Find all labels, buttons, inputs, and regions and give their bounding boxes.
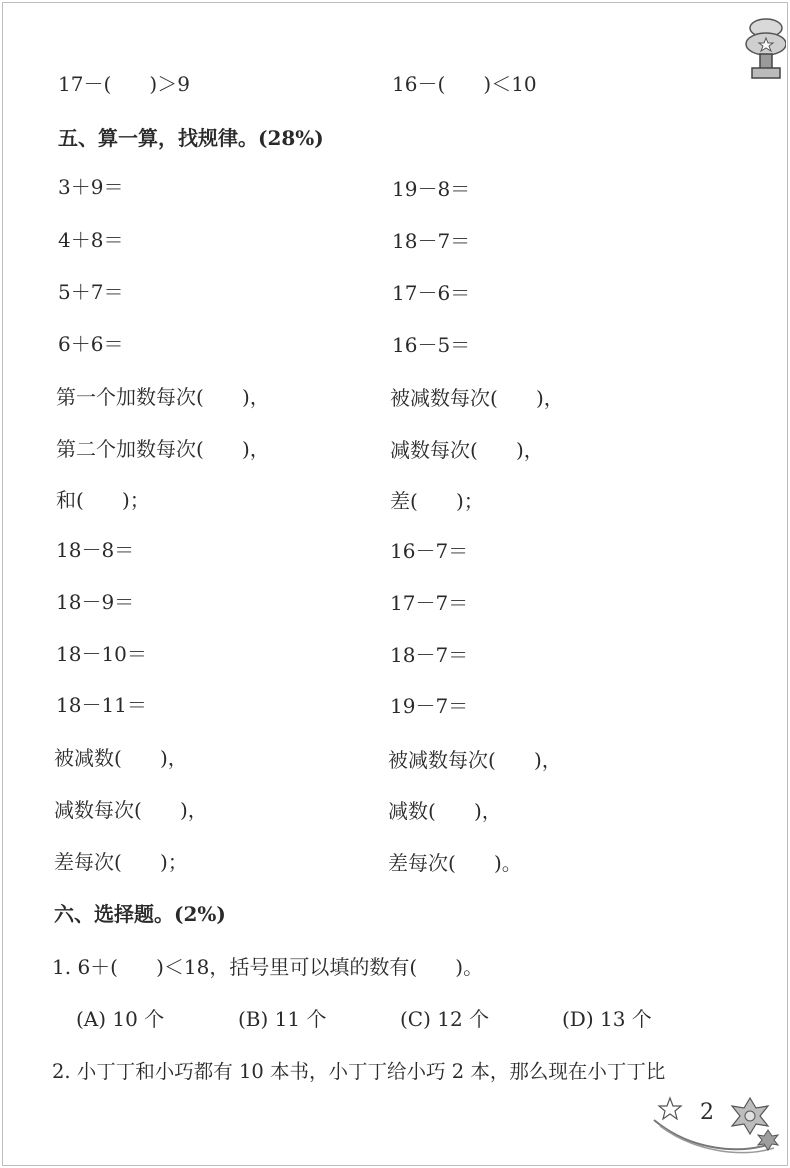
question-1: 1. 6＋( )＜18，括号里可以填的数有( )。 <box>52 955 484 979</box>
pattern-note: 减数每次( )， <box>54 798 208 822</box>
expression: 16－7＝ <box>390 539 469 563</box>
expression: 6＋6＝ <box>58 332 124 356</box>
option-b: (B) 11 个 <box>238 1007 327 1031</box>
expression: 17－7＝ <box>390 591 469 615</box>
section-five-title: 五、算一算，找规律。(28%) <box>58 126 324 150</box>
pattern-note: 被减数每次( )， <box>388 748 562 772</box>
expression: 5＋7＝ <box>58 280 124 304</box>
expression: 18－9＝ <box>56 590 135 614</box>
pattern-note: 减数每次( )， <box>390 438 544 462</box>
expression: 16－5＝ <box>392 333 471 357</box>
expression: 18－11＝ <box>56 693 147 717</box>
pattern-note: 第一个加数每次( )， <box>56 385 270 409</box>
section-six-title: 六、选择题。(2%) <box>54 902 226 926</box>
pattern-note: 减数( )， <box>388 799 502 823</box>
potted-tree-icon <box>742 8 786 80</box>
page-number: 2 <box>700 1100 714 1125</box>
expression: 3＋9＝ <box>58 175 124 199</box>
expression: 17－6＝ <box>392 281 471 305</box>
expression: 19－8＝ <box>392 177 471 201</box>
option-d: (D) 13 个 <box>562 1007 652 1031</box>
pattern-note: 差每次( )； <box>54 850 188 874</box>
star-holly-icon <box>650 1090 782 1164</box>
inequality-left: 17－( )＞9 <box>58 72 190 96</box>
pattern-note: 差( )； <box>390 489 484 513</box>
option-c: (C) 12 个 <box>400 1007 490 1031</box>
pattern-note: 差每次( )。 <box>388 851 522 875</box>
pattern-note: 被减数( )， <box>54 746 188 770</box>
expression: 4＋8＝ <box>58 228 124 252</box>
pattern-note: 第二个加数每次( )， <box>56 437 270 461</box>
pattern-note: 和( )； <box>56 488 150 512</box>
option-a: (A) 10 个 <box>76 1007 165 1031</box>
question-2: 2. 小丁丁和小巧都有 10 本书，小丁丁给小巧 2 本，那么现在小丁丁比 <box>52 1060 666 1083</box>
pattern-note: 被减数每次( )， <box>390 386 564 410</box>
expression: 18－7＝ <box>392 229 471 253</box>
expression: 19－7＝ <box>390 694 469 718</box>
expression: 18－10＝ <box>56 642 147 666</box>
expression: 18－7＝ <box>390 643 469 667</box>
inequality-right: 16－( )＜10 <box>392 72 537 96</box>
expression: 18－8＝ <box>56 538 135 562</box>
